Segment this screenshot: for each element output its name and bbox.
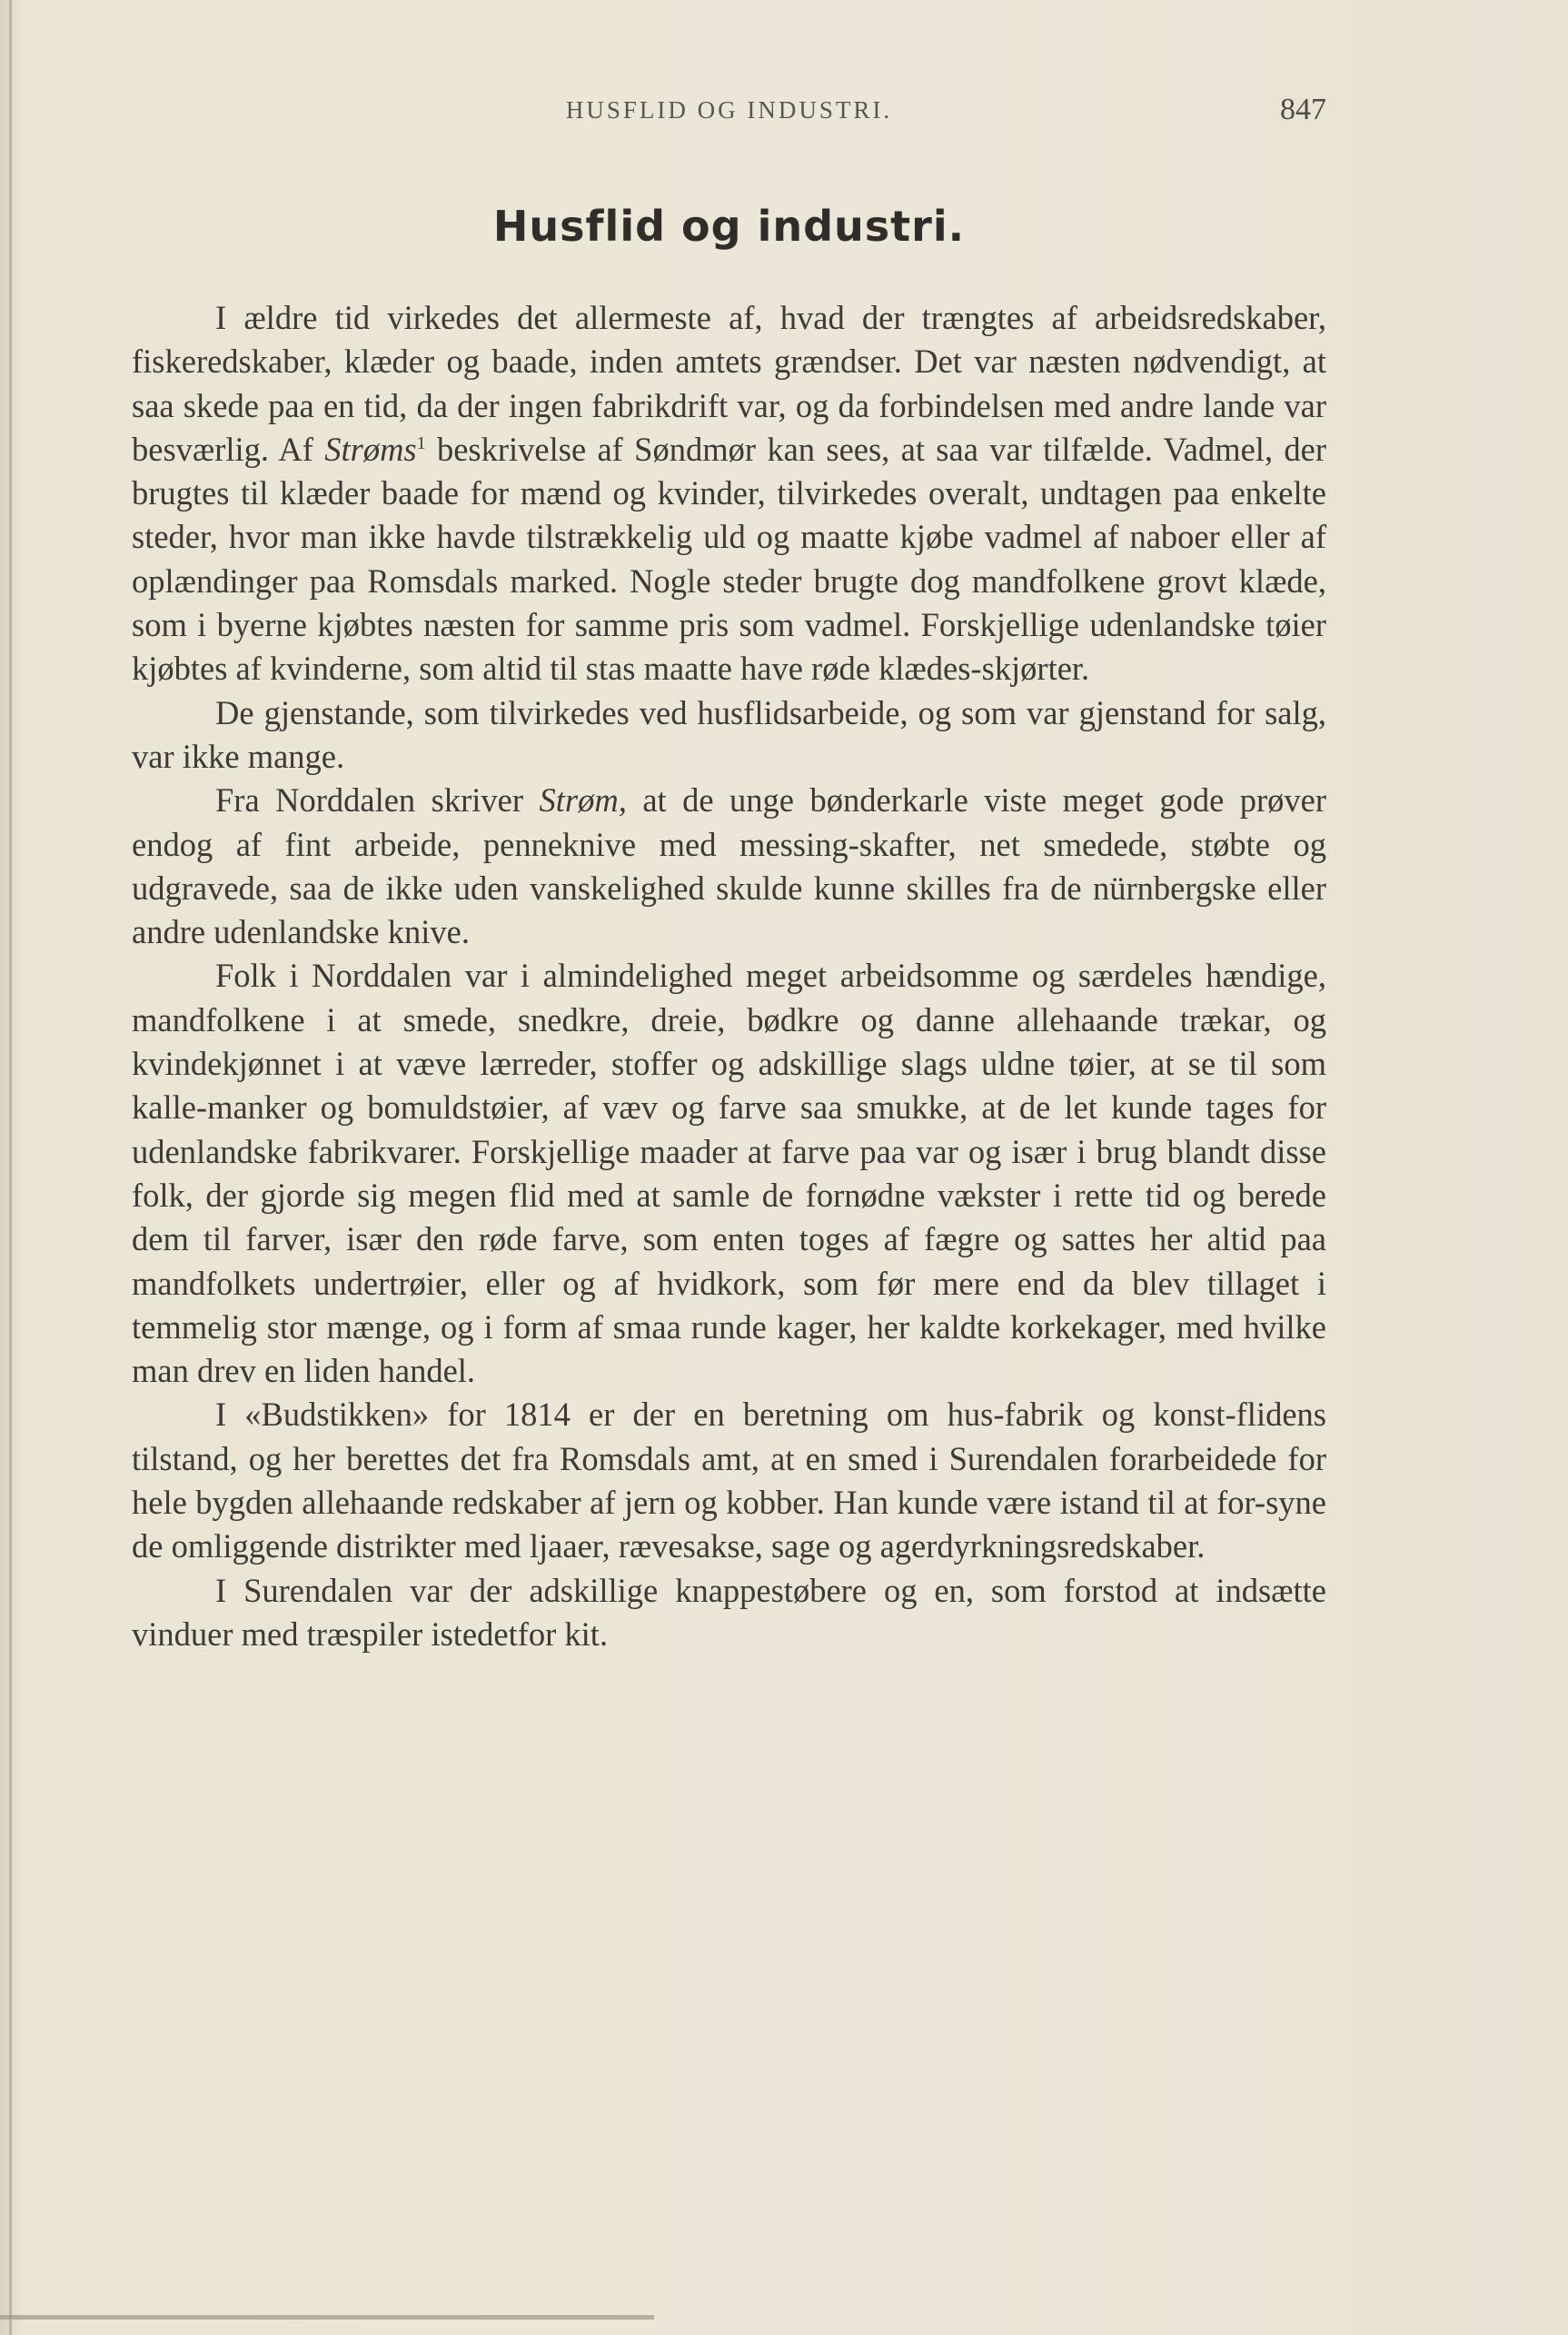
paragraph-2: De gjenstande, som tilvirkedes ved husflidsarbeide, og som var gjenstand for salg, var ikke mange. bbox=[132, 693, 1326, 775]
body-text bbox=[132, 296, 1326, 1656]
paragraph-5: I «Budstikken» for 1814 er der en beretning om hus-fabrik og konst-flidens tilstand, og her berettes det fra Romsdals amt, at en smed i Surendalen forarbeidede for hele bygden allehaande redskaber af jern og kobber. Han kunde være istand til at for-syne de omliggende distrikter med ljaaer, rævesakse, sage og agerdyrkningsredskaber. bbox=[132, 1396, 1326, 1565]
author-name-strom: Strøm, bbox=[539, 781, 627, 820]
footnote-marker: 1 bbox=[416, 432, 426, 453]
paragraph-3-part-b: at de unge bønderkarle viste meget gode prøver endog af fint arbeide, penneknive med messing-skafter, net smedede, støbte og udgravede, saa de ikke uden vanskelighed skulde kunne skilles fra de nürnbergske eller andre udenlandske knive. bbox=[132, 781, 1327, 951]
paragraph-1-part-a: I ældre tid virkedes det allermeste af, hvad der trængtes af arbeidsredskaber, fiskeredskaber, klæder og baade, inden amtets grændser. Det var næsten nødvendigt, at saa skede paa en tid, da der ingen fabrikdrift var, og da forbindelsen med andre lande var besværlig. Af bbox=[132, 299, 1326, 468]
paragraph-6: I Surendalen var der adskillige knappestøbere og en, som forstod at indsætte vinduer med træspiler istedetfor kit. bbox=[132, 1571, 1326, 1653]
author-name-stroms: Strøms bbox=[324, 430, 417, 468]
paragraph-3 bbox=[132, 779, 1326, 954]
paragraph-4: Folk i Norddalen var i almindelighed meget arbeidsomme og særdeles hændige, mandfolkene i at smede, snedkre, dreie, bødkre og danne allehaande trækar, og kvindekjønnet i at væve lærreder, stoffer og adskillige slags uldne tøier, at se til som kalle-manker og bomuldstøier, af væv og farve saa smukke, at de let kunde tages for udenlandske fabrikvarer. Forskjellige maader at farve paa var og især i brug blandt disse folk, der gjorde sig megen flid med at samle de fornødne vækster i rette tid og berede dem til farver, især den røde farve, som enten toges af fægre og sattes her altid paa mandfolkets undertrøier, eller og af hvidkork, som før mere end da blev tillaget i temmelig stor mænge, og i form af smaa runde kager, her kaldte korkekager, med hvilke man drev en liden handel. bbox=[132, 957, 1326, 1390]
paragraph-1 bbox=[132, 296, 1326, 691]
paragraph-1-part-b: beskrivelse af Søndmør kan sees, at saa var tilfælde. Vadmel, der brugtes til klæder baade for mænd og kvinder, tilvirkedes overalt, undtagen paa enkelte steder, hvor man ikke havde tilstrækkelig uld og maatte kjøbe vadmel af naboer eller af oplændinger paa Romsdals marked. Nogle steder brugte dog mandfolkene grovt klæde, som i byerne kjøbtes næsten for samme pris som vadmel. Forskjellige udenlandske tøier kjøbtes af kvinderne, som altid til stas maatte have røde klædes-skjørter. bbox=[132, 430, 1326, 688]
page-bottom-edge bbox=[0, 2315, 654, 2320]
page-number: 847 bbox=[1280, 93, 1326, 126]
running-head bbox=[132, 93, 1326, 133]
running-head-title: HUSFLID OG INDUSTRI. bbox=[565, 96, 893, 124]
paragraph-3-part-a: Fra Norddalen skriver bbox=[215, 781, 540, 820]
section-heading: Husflid og industri. bbox=[492, 202, 966, 251]
book-spine-edge bbox=[9, 0, 12, 2335]
